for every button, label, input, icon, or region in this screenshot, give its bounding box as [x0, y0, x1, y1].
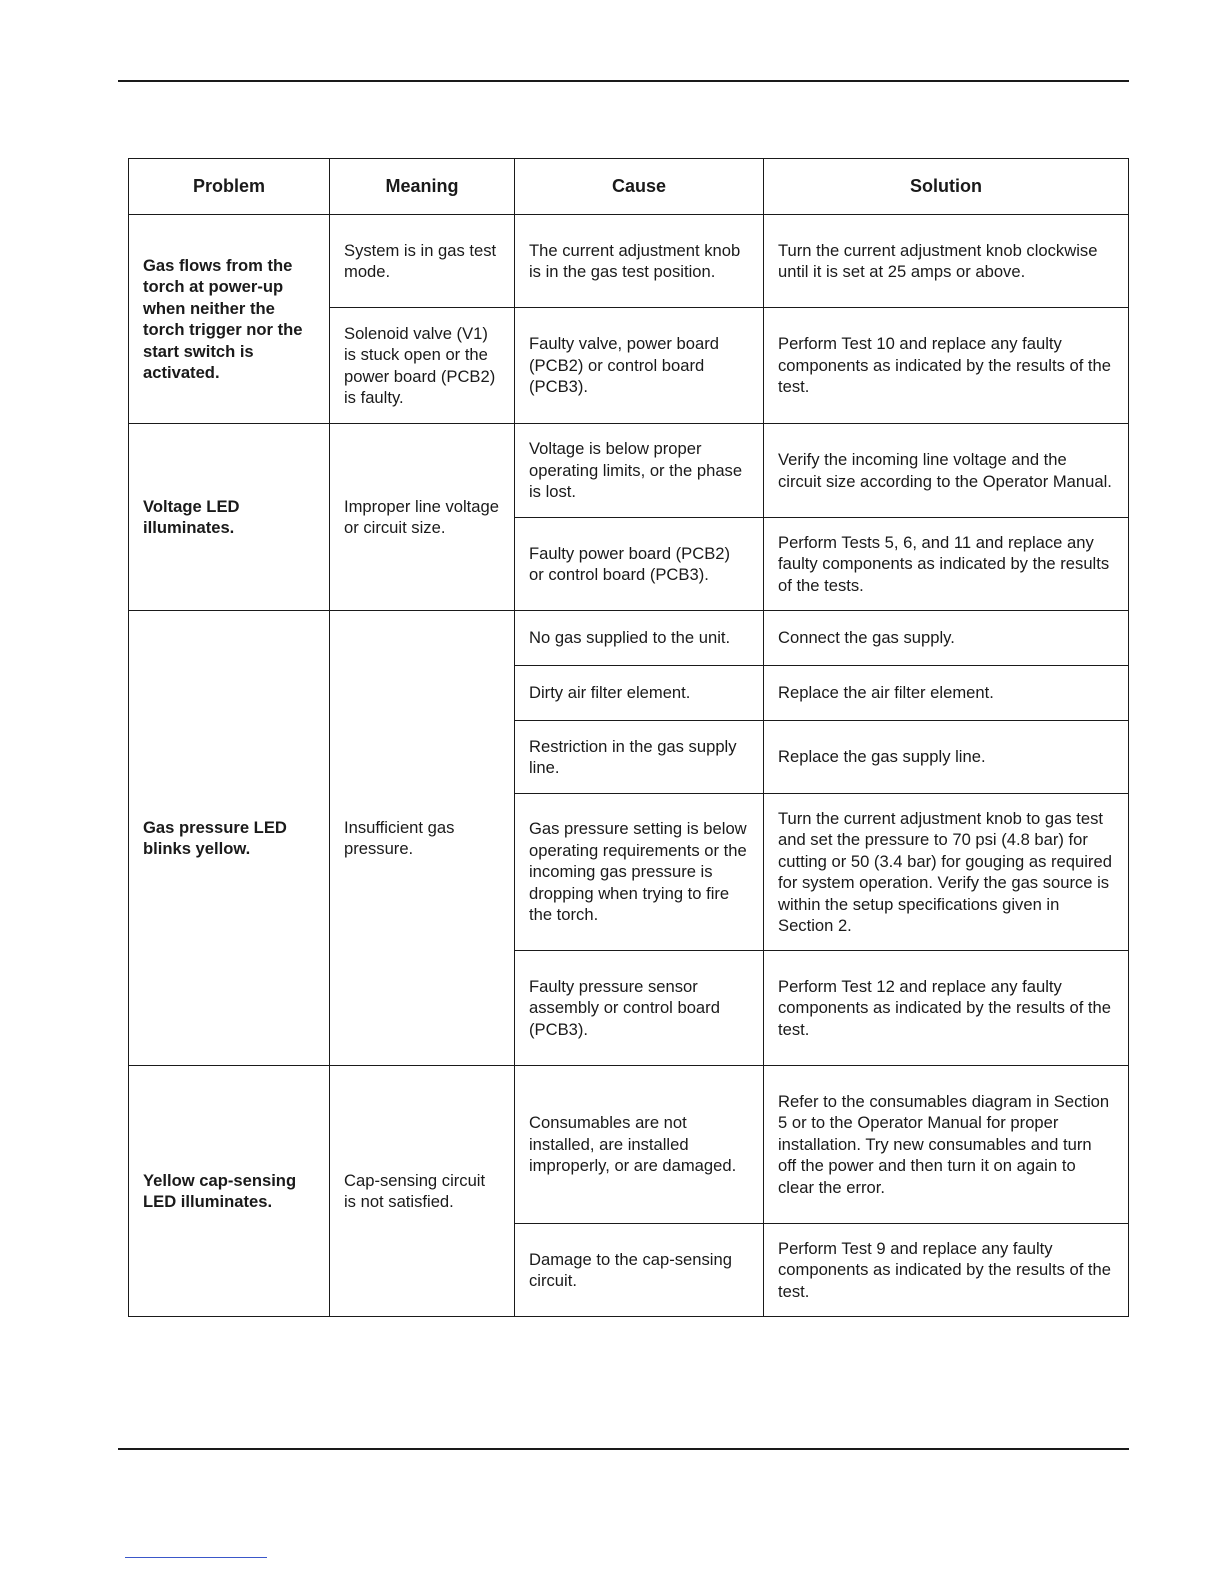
- meaning-cell: Cap-sensing circuit is not satisfied.: [330, 1066, 515, 1317]
- troubleshooting-table: [128, 158, 1129, 1317]
- cause-cell: Consumables are not installed, are installed improperly, or are damaged.: [515, 1066, 764, 1224]
- header-solution: Solution: [764, 159, 1129, 215]
- solution-cell: Perform Test 9 and replace any faulty components as indicated by the results of the test.: [764, 1224, 1129, 1317]
- cause-cell: Gas pressure setting is below operating requirements or the incoming gas pressure is dropping when trying to fire the torch.: [515, 794, 764, 951]
- table-row: [129, 424, 1129, 518]
- cause-cell: No gas supplied to the unit.: [515, 611, 764, 666]
- solution-cell: Replace the air filter element.: [764, 666, 1129, 721]
- cause-cell: Faulty pressure sensor assembly or control board (PCB3).: [515, 951, 764, 1066]
- meaning-cell: Insufficient gas pressure.: [330, 611, 515, 1066]
- cause-cell: The current adjustment knob is in the gas test position.: [515, 215, 764, 308]
- header-meaning: Meaning: [330, 159, 515, 215]
- solution-cell: Verify the incoming line voltage and the circuit size according to the Operator Manual.: [764, 424, 1129, 518]
- table-header-row: [129, 159, 1129, 215]
- cause-cell: Restriction in the gas supply line.: [515, 721, 764, 794]
- cause-cell: Voltage is below proper operating limits, or the phase is lost.: [515, 424, 764, 518]
- problem-cell: Yellow cap-sensing LED illuminates.: [129, 1066, 330, 1317]
- cause-cell: Faulty valve, power board (PCB2) or control board (PCB3).: [515, 308, 764, 424]
- solution-cell: Turn the current adjustment knob clockwise until it is set at 25 amps or above.: [764, 215, 1129, 308]
- table-row: [129, 611, 1129, 666]
- solution-cell: Turn the current adjustment knob to gas test and set the pressure to 70 psi (4.8 bar) for cutting or 50 (3.4 bar) for gouging as required for system operation. Verify the gas source is within the setup specifications given in Section 2.: [764, 794, 1129, 951]
- header-problem: Problem: [129, 159, 330, 215]
- solution-cell: Perform Test 12 and replace any faulty components as indicated by the results of the test.: [764, 951, 1129, 1066]
- table-row: [129, 215, 1129, 308]
- solution-cell: Refer to the consumables diagram in Section 5 or to the Operator Manual for proper installation. Try new consumables and turn off the power and then turn it on again to clear the error.: [764, 1066, 1129, 1224]
- solution-cell: Perform Test 10 and replace any faulty components as indicated by the results of the test.: [764, 308, 1129, 424]
- meaning-cell: Improper line voltage or circuit size.: [330, 424, 515, 611]
- problem-cell: Gas flows from the torch at power-up when neither the torch trigger nor the start switch is activated.: [129, 215, 330, 424]
- cause-cell: Damage to the cap-sensing circuit.: [515, 1224, 764, 1317]
- footer-rule: [118, 1448, 1129, 1450]
- solution-cell: Replace the gas supply line.: [764, 721, 1129, 794]
- cause-cell: Faulty power board (PCB2) or control board (PCB3).: [515, 518, 764, 611]
- table-row: [129, 1066, 1129, 1224]
- cause-cell: Dirty air filter element.: [515, 666, 764, 721]
- solution-cell: Perform Tests 5, 6, and 11 and replace any faulty components as indicated by the results of the tests.: [764, 518, 1129, 611]
- header-rule: [118, 80, 1129, 82]
- solution-cell: Connect the gas supply.: [764, 611, 1129, 666]
- header-cause: Cause: [515, 159, 764, 215]
- footer-link-underline: [125, 1557, 267, 1558]
- meaning-cell: Solenoid valve (V1) is stuck open or the power board (PCB2) is faulty.: [330, 308, 515, 424]
- meaning-cell: System is in gas test mode.: [330, 215, 515, 308]
- problem-cell: Voltage LED illuminates.: [129, 424, 330, 611]
- problem-cell: Gas pressure LED blinks yellow.: [129, 611, 330, 1066]
